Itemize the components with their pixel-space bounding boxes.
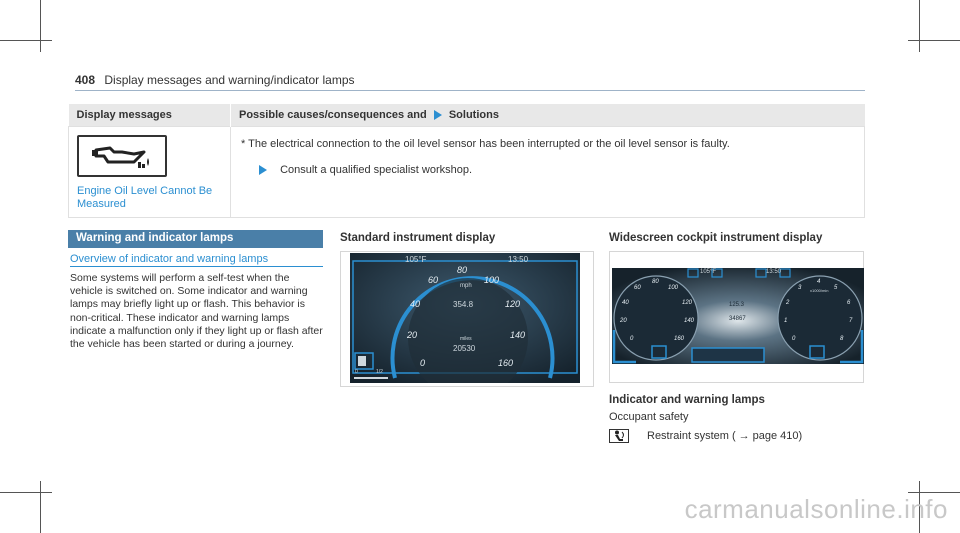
ws-temp: 105°F — [700, 269, 717, 275]
ws-right-tick: 7 — [849, 318, 853, 324]
crop-mark — [908, 492, 960, 493]
ws-left-tick: 160 — [674, 336, 685, 342]
col-header-messages: Display messages — [69, 104, 231, 127]
cause-cell — [231, 127, 865, 218]
restraint-system-label: Restraint system ( — [647, 430, 736, 442]
col-header-causes — [231, 104, 865, 127]
widescreen-display-image — [612, 268, 864, 364]
std-tick: 140 — [510, 330, 526, 340]
ws-left-tick: 140 — [684, 318, 695, 324]
cause-text-body: The electrical connection to the oil level sensor has been interrupted or the oil level sensor is faulty. — [248, 138, 730, 150]
display-messages-table — [68, 104, 865, 218]
watermark: carmanualsonline.info — [684, 494, 948, 524]
message-cell — [69, 127, 231, 218]
std-tick: 40 — [410, 299, 421, 309]
ws-left-tick: 0 — [630, 336, 634, 342]
header-rule — [75, 90, 865, 91]
table-row — [69, 127, 865, 218]
std-unit: mph — [460, 283, 472, 289]
standard-display-image — [350, 253, 580, 383]
std-fuel-scale-half: 1/2 — [376, 369, 383, 375]
ws-left-tick: 80 — [652, 279, 659, 285]
std-tick: 80 — [457, 265, 468, 275]
std-tick: 0 — [420, 358, 426, 368]
oil-level-icon — [77, 135, 167, 177]
occupant-safety-subtitle: Occupant safety — [609, 411, 689, 423]
std-time: 13:50 — [508, 255, 529, 264]
crop-mark — [919, 0, 920, 52]
std-tick: 20 — [407, 330, 418, 340]
std-odo-label: miles — [460, 336, 472, 342]
restraint-system-icon — [609, 429, 629, 443]
crop-mark — [0, 492, 52, 493]
subsection-heading: Overview of indicator and warning lamps — [70, 253, 323, 267]
solution-arrow-icon — [259, 165, 267, 175]
std-trip: 354.8 — [453, 300, 474, 309]
crop-mark — [40, 481, 41, 533]
std-temp: 105°F — [405, 255, 427, 264]
solution-text-body: Consult a qualified specialist workshop. — [280, 164, 473, 176]
std-odo: 20530 — [453, 344, 476, 353]
restraint-system-row — [609, 429, 802, 443]
crop-mark — [908, 40, 960, 41]
ws-rpm-label: x1000/min — [810, 288, 829, 293]
ws-right-tick: 8 — [840, 336, 844, 342]
ws-left-tick: 120 — [682, 300, 693, 306]
crop-mark — [0, 40, 52, 41]
section-heading: Warning and indicator lamps — [68, 230, 323, 248]
page-header-title: Display messages and warning/indicator lamps — [104, 73, 355, 87]
col-header-solutions-text: Solutions — [448, 109, 499, 121]
std-tick: 100 — [484, 275, 500, 285]
body-paragraph: Some systems will perform a self-test when the vehicle is switched on. Some indicator and warning lamps may briefly light up or flash. This behavior is non-critical. These indicator and warning lamps indicate a malfunction only if they light up or flash after the vehicle has been started or during a journey. — [70, 272, 323, 351]
std-tick: 160 — [498, 358, 514, 368]
ws-trip: 125.3 — [729, 302, 745, 308]
ws-right-tick: 5 — [834, 285, 838, 291]
ws-right-tick: 3 — [798, 285, 802, 291]
ws-right-tick: 6 — [847, 300, 851, 306]
ws-right-tick: 4 — [817, 279, 821, 285]
ws-left-tick: 40 — [622, 300, 629, 306]
ws-left-tick: 60 — [634, 285, 641, 291]
cause-text — [241, 137, 856, 151]
solution-arrow-icon — [434, 110, 442, 120]
std-tick: 60 — [428, 275, 439, 285]
ws-time: 13:50 — [766, 269, 782, 275]
ws-right-tick: 0 — [792, 336, 796, 342]
page-header — [75, 73, 355, 87]
ws-right-tick: 1 — [784, 318, 788, 324]
std-fuel-scale-0: 0 — [355, 369, 358, 375]
ws-left-tick: 100 — [668, 285, 679, 291]
std-tick: 120 — [505, 299, 521, 309]
standard-display-title: Standard instrument display — [340, 232, 496, 244]
solution-text — [259, 163, 856, 177]
indicator-lamps-title: Indicator and warning lamps — [609, 394, 765, 406]
page-ref-link[interactable]: page 410 — [752, 430, 799, 442]
col-header-causes-text: Possible causes/consequences and — [239, 109, 427, 121]
cause-bullet: * — [241, 138, 246, 150]
ws-left-tick: 20 — [620, 318, 627, 324]
ws-odo: 34867 — [729, 316, 746, 322]
page-ref-arrow: → — [738, 430, 750, 442]
page-number: 408 — [75, 73, 96, 87]
widescreen-display-title: Widescreen cockpit instrument display — [609, 232, 823, 244]
message-label: Engine Oil Level Cannot Be Measured — [77, 185, 213, 210]
ws-right-tick: 2 — [786, 300, 790, 306]
page-ref-close: ) — [798, 430, 803, 442]
crop-mark — [40, 0, 41, 52]
